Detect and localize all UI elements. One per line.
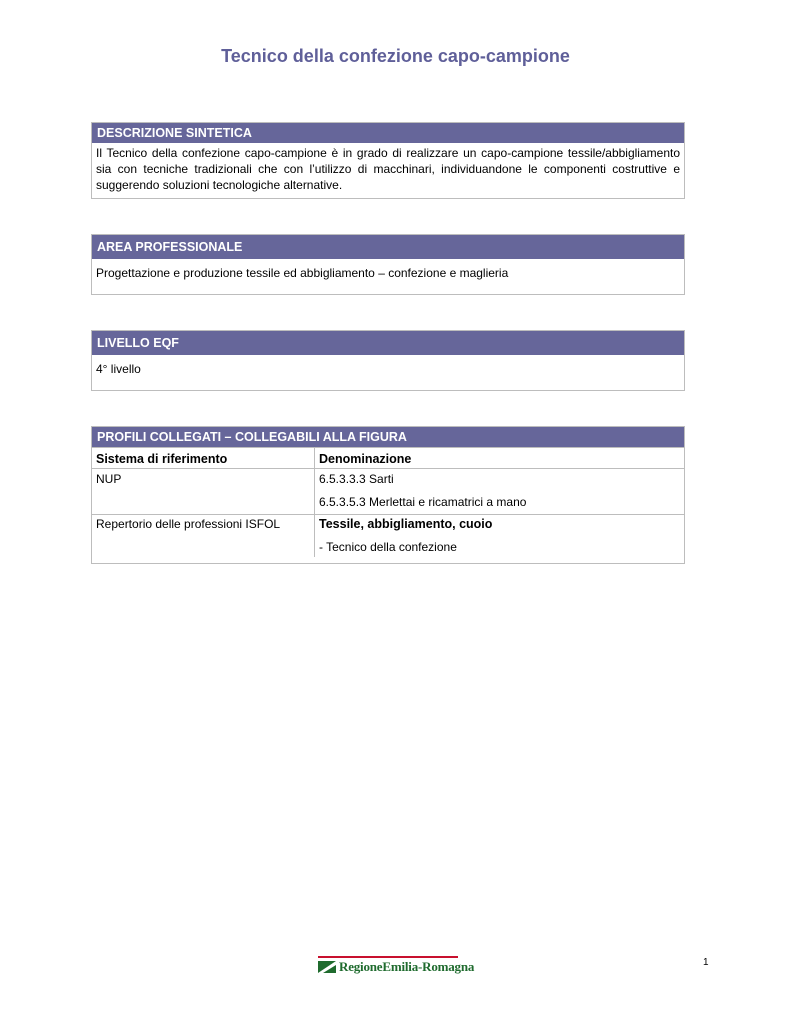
profili-heading: PROFILI COLLEGATI – COLLEGABILI ALLA FIGURA — [92, 427, 684, 447]
denominazione-item: 6.5.3.5.3 Merlettai e ricamatrici a mano — [319, 495, 527, 509]
page-title: Tecnico della confezione capo-campione — [221, 46, 570, 66]
table-header-row — [92, 448, 684, 469]
table-row — [92, 515, 684, 558]
row-sistema: NUP — [92, 469, 315, 515]
logo-text: RegioneEmilia-Romagna — [339, 959, 475, 974]
livello-text: 4° livello — [96, 362, 141, 376]
regione-emblem-icon — [318, 961, 336, 973]
livello-heading: LIVELLO EQF — [92, 331, 684, 355]
denominazione-item: - Tecnico della confezione — [319, 540, 457, 554]
table-row — [92, 469, 684, 515]
descrizione-heading: DESCRIZIONE SINTETICA — [92, 123, 684, 143]
descrizione-section — [91, 122, 685, 199]
area-section — [91, 234, 685, 295]
col-header-denominazione: Denominazione — [315, 448, 685, 469]
page-number: 1 — [703, 957, 709, 968]
livello-section — [91, 330, 685, 391]
col-header-sistema: Sistema di riferimento — [92, 448, 315, 469]
area-heading: AREA PROFESSIONALE — [92, 235, 684, 259]
regione-logo — [318, 956, 474, 974]
area-text: Progettazione e produzione tessile ed abbigliamento – confezione e maglieria — [96, 266, 509, 280]
row-denominazione — [315, 515, 685, 558]
denominazione-item: 6.5.3.3.3 Sarti — [319, 472, 394, 486]
profili-section — [91, 426, 685, 564]
descrizione-text: Il Tecnico della confezione capo-campione è in grado di realizzare un capo-campione tessile/abbigliamento sia con tecniche tradizionali che con l’utilizzo di macchinari, individuandone le componenti costruttive e suggerendo soluzioni tecnologiche alternative. — [96, 146, 680, 192]
profili-table — [92, 447, 684, 557]
denominazione-item: Tessile, abbigliamento, cuoio — [319, 517, 493, 531]
row-denominazione — [315, 469, 685, 515]
row-sistema: Repertorio delle professioni ISFOL — [92, 515, 315, 558]
